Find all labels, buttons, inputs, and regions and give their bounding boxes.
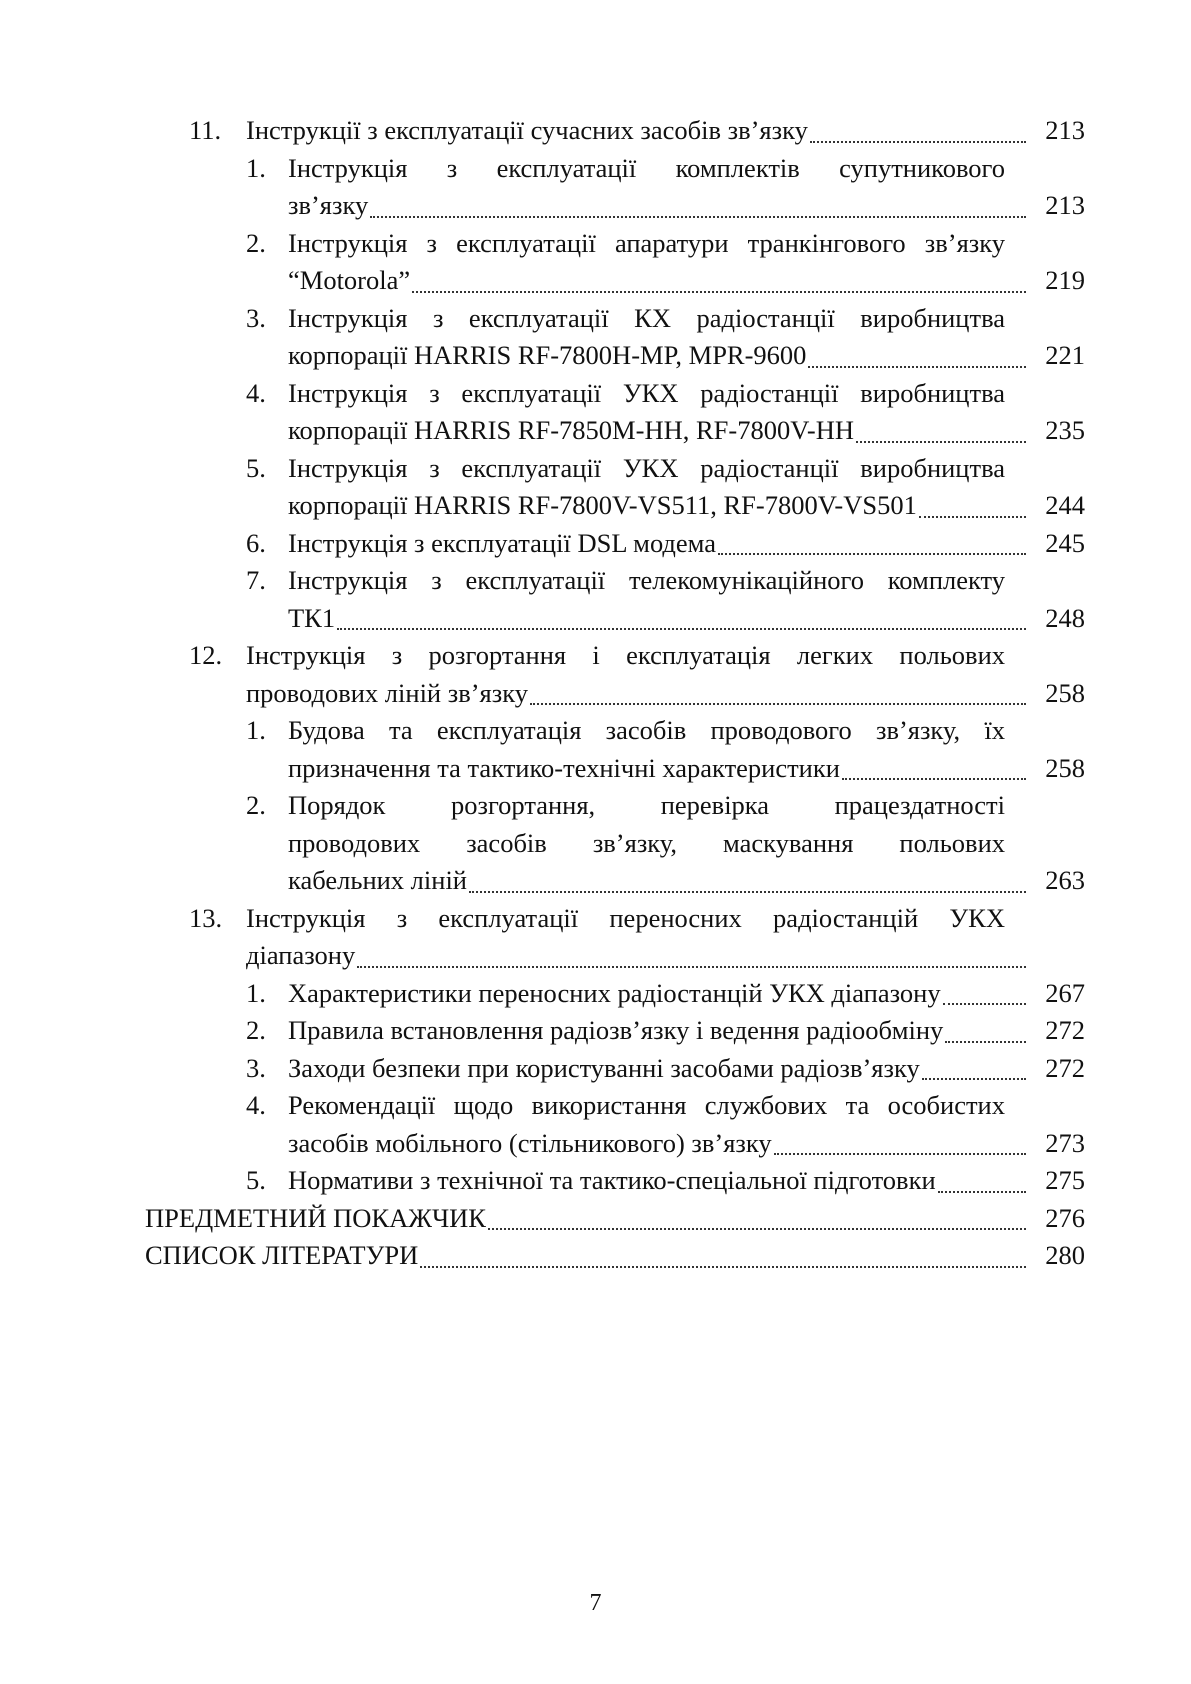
toc-entry-page: 275 xyxy=(1045,1165,1085,1195)
toc-entry-page: 273 xyxy=(1045,1127,1085,1158)
toc-entry-page: 219 xyxy=(1045,265,1085,295)
dot-leader xyxy=(945,1041,1026,1043)
toc-entry[interactable] xyxy=(145,525,1085,563)
dot-leader xyxy=(337,628,1026,630)
toc-entry-title-line: зв’язку xyxy=(288,190,369,220)
toc-entry-number: 1. xyxy=(246,977,266,1008)
toc-entry[interactable] xyxy=(145,637,1085,712)
toc-entry-page: 213 xyxy=(1045,190,1085,220)
toc-entry-title-line: засобів мобільного (стільникового) зв’язку xyxy=(288,1127,772,1158)
toc-entry-number: 2. xyxy=(246,1015,266,1045)
dot-leader xyxy=(808,366,1026,368)
toc-entry-title-line: Інструкція з експлуатації УКХ радіостанції виробництва xyxy=(288,452,1005,483)
toc-entry[interactable] xyxy=(145,1050,1085,1088)
toc-entry-title-line: ПРЕДМЕТНИЙ ПОКАЖЧИК xyxy=(145,1202,486,1233)
toc-entry[interactable] xyxy=(145,975,1085,1013)
toc-entry-page: 248 xyxy=(1045,602,1085,633)
dot-leader xyxy=(919,516,1026,518)
dot-leader xyxy=(842,778,1026,780)
toc-entry[interactable] xyxy=(145,1087,1085,1162)
dot-leader xyxy=(412,291,1026,293)
toc-entry-title-line: Інструкція з експлуатації апаратури транкінгового зв’язку xyxy=(288,227,1005,258)
dot-leader xyxy=(774,1153,1026,1155)
toc-entry-title-line: “Motorola” xyxy=(288,265,411,295)
toc-entry-title-line: Нормативи з технічної та тактико-спеціальної підготовки xyxy=(288,1165,936,1195)
toc-entry[interactable] xyxy=(145,300,1085,375)
toc-entry-number: 3. xyxy=(246,1052,266,1083)
toc-entry-title-line: ТК1 xyxy=(288,602,336,633)
toc-entry-title-line: Рекомендації щодо використання службових та особистих xyxy=(288,1090,1005,1120)
dot-leader xyxy=(420,1266,1026,1268)
dot-leader xyxy=(856,441,1026,443)
toc-entry-title-line: корпорації HARRIS RF-7850M-HH, RF-7800V-HH xyxy=(288,415,855,445)
toc-entry-number: 11. xyxy=(189,115,222,145)
dot-leader xyxy=(938,1191,1026,1193)
toc-entry-page: 280 xyxy=(1045,1240,1085,1270)
toc-entry-page: 272 xyxy=(1045,1052,1085,1083)
toc-entry-number: 1. xyxy=(246,152,266,183)
toc-entry-page: 263 xyxy=(1045,865,1085,895)
toc-entry[interactable] xyxy=(145,900,1085,975)
toc-entry-title-line: корпорації HARRIS RF-7800H-MP, MPR-9600 xyxy=(288,340,807,370)
dot-leader xyxy=(810,141,1026,143)
toc-entry-number: 6. xyxy=(246,527,266,558)
toc-entry-title-line: Будова та експлуатація засобів проводового зв’язку, їх xyxy=(288,715,1005,745)
toc-entry[interactable] xyxy=(145,375,1085,450)
dot-leader xyxy=(469,891,1026,893)
toc-entry-number: 7. xyxy=(246,565,266,595)
toc-entry[interactable] xyxy=(145,1012,1085,1050)
toc-entry-title-line: призначення та тактико-технічні характеристики xyxy=(288,752,840,783)
toc-entry[interactable] xyxy=(145,112,1085,150)
toc-entry-title-line: Інструкція з експлуатації переносних радіостанцій УКХ xyxy=(246,902,1005,933)
toc-entry[interactable] xyxy=(145,150,1085,225)
toc-entry-page: 258 xyxy=(1045,677,1085,708)
toc-entry-number: 1. xyxy=(246,715,266,745)
toc-entry-title-line: СПИСОК ЛІТЕРАТУРИ xyxy=(145,1240,419,1270)
toc-entry-page: 244 xyxy=(1045,490,1085,520)
dot-leader xyxy=(370,216,1026,218)
toc-entry-title-line: Заходи безпеки при користуванні засобами радіозв’язку xyxy=(288,1052,920,1083)
toc-entry-page: 276 xyxy=(1045,1202,1085,1233)
toc-entry-page: 235 xyxy=(1045,415,1085,445)
toc-entry-title-line: діапазону xyxy=(246,940,356,970)
toc-entry[interactable] xyxy=(145,1162,1085,1200)
toc-entry-title-line: Інструкція з експлуатації DSL модема xyxy=(288,527,717,558)
toc-entry-title-line: Характеристики переносних радіостанцій УКХ діапазону xyxy=(288,977,941,1008)
toc-entry[interactable] xyxy=(145,787,1085,900)
toc-entry-number: 2. xyxy=(246,790,266,820)
toc-entry[interactable] xyxy=(145,562,1085,637)
toc-entry-title-line: Інструкції з експлуатації сучасних засобів зв’язку xyxy=(246,115,808,145)
table-of-contents xyxy=(145,112,1085,1275)
toc-entry-number: 4. xyxy=(246,377,266,408)
toc-entry-page: 267 xyxy=(1045,977,1085,1008)
toc-entry-title-line: корпорації HARRIS RF-7800V-VS511, RF-7800V-VS501 xyxy=(288,490,917,520)
dot-leader xyxy=(488,1228,1026,1230)
toc-entry-number: 13. xyxy=(189,902,223,933)
toc-entry-number: 12. xyxy=(189,640,223,670)
dot-leader xyxy=(943,1003,1026,1005)
toc-entry-title-line: кабельних ліній xyxy=(288,865,467,895)
toc-entry-number: 2. xyxy=(246,227,266,258)
toc-entry[interactable] xyxy=(145,712,1085,787)
dot-leader xyxy=(530,703,1026,705)
toc-entry-title-line: Інструкція з експлуатації телекомунікаційного комплекту xyxy=(288,565,1005,595)
toc-entry-page: 245 xyxy=(1045,527,1085,558)
toc-entry-title-line: проводових засобів зв’язку, маскування польових xyxy=(288,827,1005,858)
dot-leader xyxy=(357,966,1026,968)
toc-entry-title-line: Інструкція з експлуатації комплектів супутникового xyxy=(288,152,1005,183)
toc-entry-title-line: Правила встановлення радіозв’язку і ведення радіообміну xyxy=(288,1015,944,1045)
toc-entry-title-line: Інструкція з експлуатації КХ радіостанції виробництва xyxy=(288,302,1005,333)
toc-entry[interactable] xyxy=(145,225,1085,300)
toc-entry[interactable] xyxy=(145,450,1085,525)
toc-entry-page: 272 xyxy=(1045,1015,1085,1045)
toc-entry-title-line: Інструкція з розгортання і експлуатація легких польових xyxy=(246,640,1005,670)
toc-entry-page: 258 xyxy=(1045,752,1085,783)
page-number: 7 xyxy=(589,1590,602,1616)
toc-entry-title-line: Порядок розгортання, перевірка працездатності xyxy=(288,790,1005,820)
toc-entry[interactable] xyxy=(145,1200,1085,1238)
toc-entry-number: 3. xyxy=(246,302,266,333)
toc-entry-title-line: проводових ліній зв’язку xyxy=(246,677,528,708)
dot-leader xyxy=(922,1078,1026,1080)
toc-entry[interactable] xyxy=(145,1237,1085,1275)
toc-entry-title-line: Інструкція з експлуатації УКХ радіостанції виробництва xyxy=(288,377,1005,408)
toc-entry-number: 4. xyxy=(246,1090,266,1120)
toc-entry-number: 5. xyxy=(246,1165,266,1195)
toc-entry-page: 221 xyxy=(1045,340,1085,370)
toc-entry-number: 5. xyxy=(246,452,266,483)
dot-leader xyxy=(718,553,1026,555)
toc-entry-page: 213 xyxy=(1045,115,1085,145)
